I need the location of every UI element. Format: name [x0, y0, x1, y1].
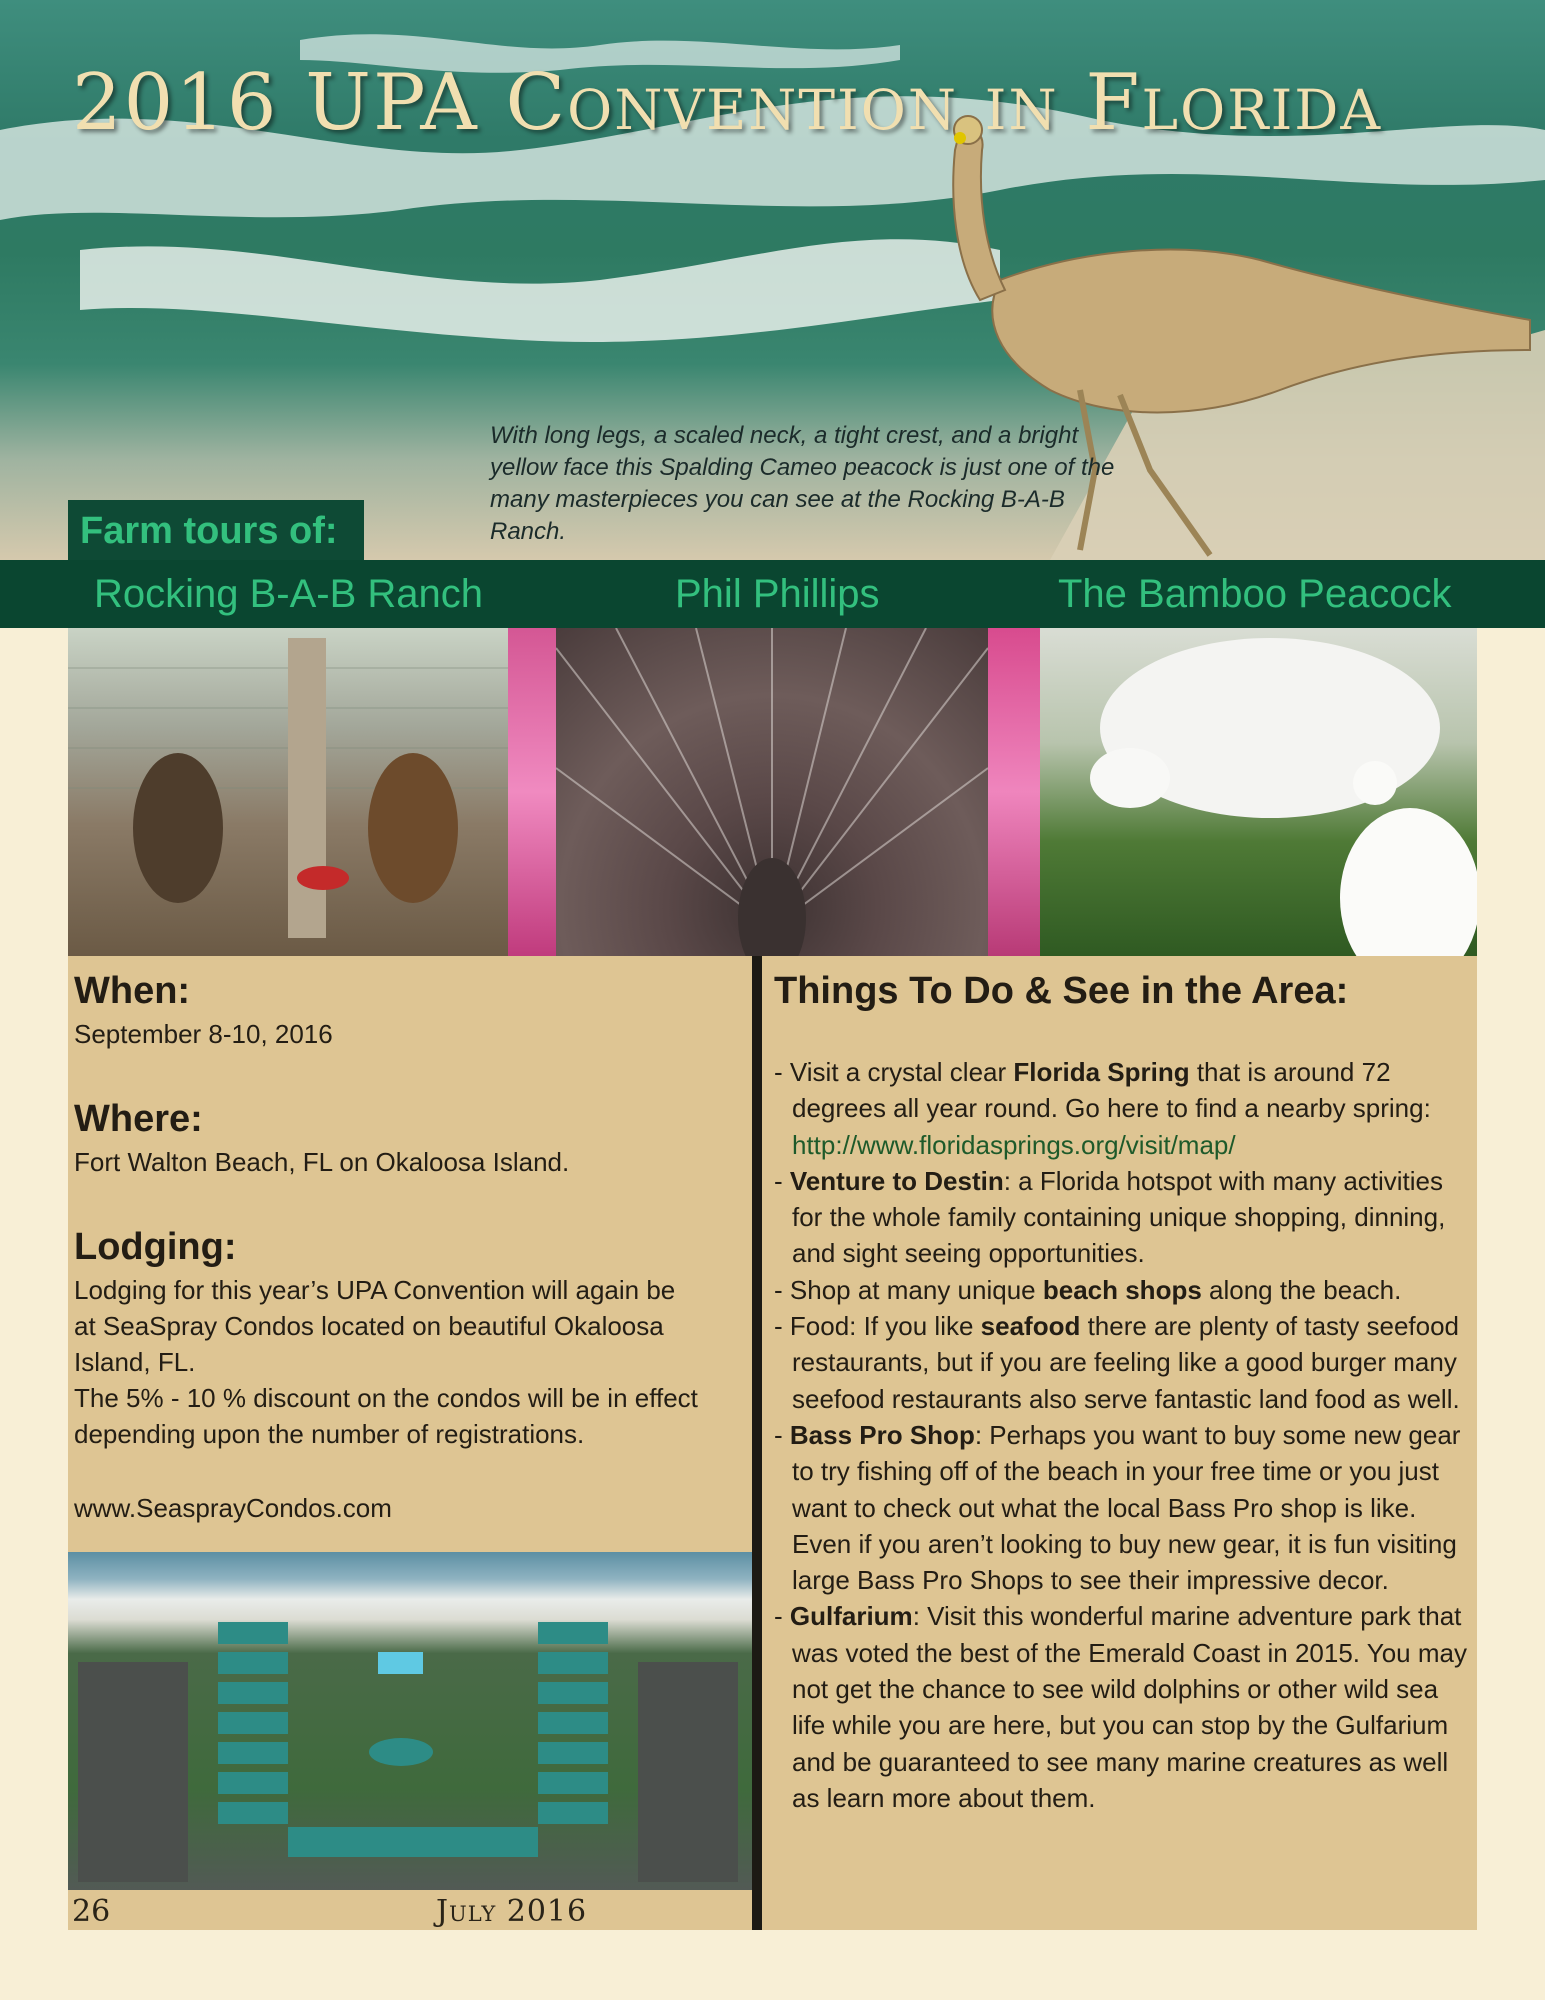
peahens-photo — [68, 628, 508, 956]
farm-tours-label: Farm tours of: — [68, 500, 364, 560]
when-text: September 8-10, 2016 — [74, 1019, 333, 1049]
peacock-fan-photo — [556, 628, 988, 956]
seaspray-url[interactable]: www.SeasprayCondos.com — [74, 1493, 392, 1523]
things-heading: Things To Do & See in the Area: — [774, 970, 1349, 1012]
page-number: 26 — [72, 1894, 111, 1929]
issue-date: July 2016 — [436, 1894, 588, 1929]
lodging-line: depending upon the number of registrations. — [74, 1419, 585, 1449]
florida-springs-link[interactable]: http://www.floridasprings.org/visit/map/ — [792, 1129, 1236, 1160]
list-item: - Gulfarium: Visit this wonderful marine adventure park that was voted the best of the Emerald Coast in 2015. You may not get the chance to see wild dolphins or other wild sea life while you are here, but you can stop by the Gulfarium and be guaranteed to see many marine creatures as well as learn more about them. — [774, 1601, 1467, 1813]
farm-name-bamboo-peacock: The Bamboo Peacock — [1058, 572, 1452, 616]
lodging-line: The 5% - 10 % discount on the condos will be in effect — [74, 1383, 698, 1413]
photo-caption: With long legs, a scaled neck, a tight crest, and a bright yellow face this Spalding Cameo peacock is just one of the many masterpieces you can see at the Rocking B-A-B Ranch. — [490, 422, 1115, 545]
lodging-heading: Lodging: — [74, 1226, 237, 1268]
hero-banner — [0, 0, 1545, 560]
farm-name-phil-phillips: Phil Phillips — [675, 572, 880, 616]
things-list — [774, 1054, 1474, 1816]
white-peafowl-photo — [1040, 628, 1477, 956]
list-item: - Venture to Destin: a Florida hotspot with many activities for the whole family containing unique shopping, dinning, and sight seeing opportunities. — [774, 1165, 1446, 1269]
lodging-line: Lodging for this year’s UPA Convention will again be — [74, 1275, 676, 1305]
when-heading: When: — [74, 970, 191, 1012]
pink-flower-strip-2 — [988, 628, 1040, 956]
where-heading: Where: — [74, 1098, 203, 1140]
lodging-line: Island, FL. — [74, 1347, 196, 1377]
farm-name-rocking-bab: Rocking B-A-B Ranch — [94, 572, 484, 616]
lodging-line: at SeaSpray Condos located on beautiful Okaloosa — [74, 1311, 664, 1341]
column-divider — [752, 956, 762, 1930]
where-text: Fort Walton Beach, FL on Okaloosa Island. — [74, 1147, 570, 1177]
list-item: - Food: If you like seafood there are plenty of tasty seefood restaurants, but if you are feeling like a good burger many seefood restaurants also serve fantastic land food as well. — [774, 1311, 1460, 1414]
page-title: 2016 UPA Convention in Florida — [72, 58, 1383, 148]
list-item: - Bass Pro Shop: Perhaps you want to buy some new gear to try fishing off of the beach in your free time or you just want to check out what the local Bass Pro shop is like. Even if you aren’t looking to buy new gear, it is fun visiting large Bass Pro Shops to see their impressive decor. — [774, 1419, 1461, 1596]
pink-flower-strip — [508, 628, 556, 956]
list-item: - Visit a crystal clear Florida Spring that is around 72 degrees all year round. Go here to find a nearby spring: http://www.floridasprings.org/visit/map/ — [774, 1057, 1431, 1160]
list-item: - Shop at many unique beach shops along the beach. — [774, 1274, 1402, 1305]
seaspray-condos-aerial-photo — [68, 1552, 752, 1890]
